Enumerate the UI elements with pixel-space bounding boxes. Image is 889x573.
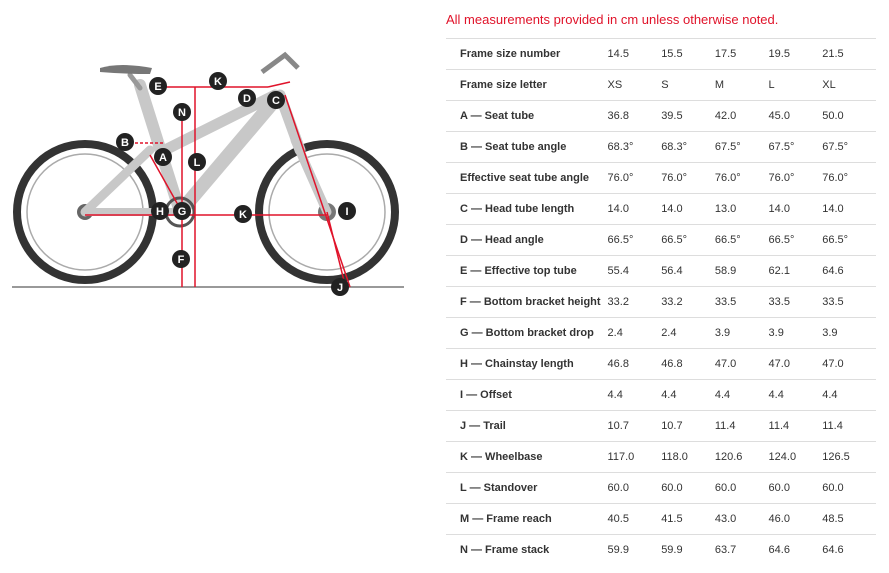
table-cell: 3.9 [822,318,876,349]
table-cell: 46.8 [608,349,662,380]
table-cell: 19.5 [769,39,823,70]
geometry-table [446,38,876,565]
table-cell: S [661,70,715,101]
table-cell: 11.4 [822,411,876,442]
table-cell: 47.0 [822,349,876,380]
table-cell: 2.4 [608,318,662,349]
table-cell: 3.9 [715,318,769,349]
table-cell: 33.5 [769,287,823,318]
table-cell: 17.5 [715,39,769,70]
table-cell: 45.0 [769,101,823,132]
saddle [100,65,152,74]
bike-geometry-diagram [0,40,420,300]
badge-f [172,250,190,268]
measurement-note: All measurements provided in cm unless otherwise noted. [446,12,779,27]
table-cell: XL [822,70,876,101]
table-row [446,473,876,504]
svg-text:L: L [193,157,201,169]
table-cell: 46.0 [769,504,823,535]
table-row [446,535,876,566]
table-cell: 67.5° [822,132,876,163]
table-row [446,318,876,349]
table-cell: 76.0° [661,163,715,194]
table-cell: 124.0 [769,442,823,473]
svg-text:G: G [177,206,187,218]
table-cell: 15.5 [661,39,715,70]
badge-e [149,77,167,95]
table-cell: 66.5° [608,225,662,256]
row-label: C — Head tube length [446,194,608,225]
table-cell: 47.0 [769,349,823,380]
table-cell: 11.4 [715,411,769,442]
svg-text:K: K [214,76,222,88]
table-cell: 64.6 [769,535,823,566]
table-cell: 56.4 [661,256,715,287]
row-label: G — Bottom bracket drop [446,318,608,349]
table-row [446,442,876,473]
table-cell: 2.4 [661,318,715,349]
row-label: Effective seat tube angle [446,163,608,194]
table-row [446,163,876,194]
geometry-spec [446,0,876,565]
table-cell: 64.6 [822,256,876,287]
table-cell: 55.4 [608,256,662,287]
table-cell: 4.4 [661,380,715,411]
table-cell: 33.2 [608,287,662,318]
table-cell: 67.5° [769,132,823,163]
table-cell: 60.0 [608,473,662,504]
badge-l [188,153,206,171]
table-cell: 48.5 [822,504,876,535]
row-label: I — Offset [446,380,608,411]
table-cell: 46.8 [661,349,715,380]
table-cell: 41.5 [661,504,715,535]
row-label: D — Head angle [446,225,608,256]
table-cell: 43.0 [715,504,769,535]
table-cell: 68.3° [608,132,662,163]
row-label: J — Trail [446,411,608,442]
table-cell: 62.1 [769,256,823,287]
table-cell: 60.0 [715,473,769,504]
table-cell: 60.0 [661,473,715,504]
table-cell: 36.8 [608,101,662,132]
row-label: F — Bottom bracket height [446,287,608,318]
table-cell: 10.7 [661,411,715,442]
handlebar [262,55,298,72]
svg-text:D: D [243,93,251,105]
table-cell: 120.6 [715,442,769,473]
badge-j [331,278,349,296]
row-label: B — Seat tube angle [446,132,608,163]
svg-text:I: I [345,206,349,218]
table-cell: 13.0 [715,194,769,225]
badge-n [173,103,191,121]
table-cell: 63.7 [715,535,769,566]
table-cell: 42.0 [715,101,769,132]
table-cell: 33.5 [822,287,876,318]
table-cell: 39.5 [661,101,715,132]
table-cell: 76.0° [608,163,662,194]
svg-text:N: N [178,107,186,119]
badge-i [338,202,356,220]
table-cell: 64.6 [822,535,876,566]
table-cell: 68.3° [661,132,715,163]
table-cell: 33.5 [715,287,769,318]
table-cell: 10.7 [608,411,662,442]
table-cell: 50.0 [822,101,876,132]
svg-text:C: C [272,95,280,107]
table-cell: XS [608,70,662,101]
row-label: N — Frame stack [446,535,608,566]
row-label: Frame size number [446,39,608,70]
table-cell: 58.9 [715,256,769,287]
table-cell: 59.9 [661,535,715,566]
table-cell: 4.4 [822,380,876,411]
table-cell: 14.0 [661,194,715,225]
table-row [446,132,876,163]
table-cell: 66.5° [769,225,823,256]
badge-k [234,205,252,223]
table-cell: 66.5° [822,225,876,256]
table-row [446,411,876,442]
table-cell: 76.0° [769,163,823,194]
svg-text:F: F [177,254,185,266]
badge-h [151,202,169,220]
table-row [446,225,876,256]
svg-text:J: J [336,282,344,294]
row-label: H — Chainstay length [446,349,608,380]
table-row [446,349,876,380]
svg-text:B: B [121,137,129,149]
table-cell: 67.5° [715,132,769,163]
table-row [446,504,876,535]
row-label: K — Wheelbase [446,442,608,473]
table-cell: 76.0° [822,163,876,194]
table-cell: 59.9 [608,535,662,566]
badge-b [116,133,134,151]
table-row [446,70,876,101]
table-cell: 66.5° [715,225,769,256]
table-cell: L [769,70,823,101]
table-cell: 3.9 [769,318,823,349]
row-label: E — Effective top tube [446,256,608,287]
table-row [446,256,876,287]
table-row [446,101,876,132]
table-cell: 14.0 [769,194,823,225]
row-label: A — Seat tube [446,101,608,132]
svg-text:H: H [156,206,164,218]
table-cell: 126.5 [822,442,876,473]
row-label: L — Standover [446,473,608,504]
table-cell: 4.4 [769,380,823,411]
table-row [446,39,876,70]
table-cell: M [715,70,769,101]
table-cell: 40.5 [608,504,662,535]
badge-m [209,72,227,90]
svg-text:K: K [239,209,247,221]
table-cell: 47.0 [715,349,769,380]
table-cell: 14.0 [608,194,662,225]
table-cell: 66.5° [661,225,715,256]
table-cell: 118.0 [661,442,715,473]
row-label: M — Frame reach [446,504,608,535]
badge-d [238,89,256,107]
row-label: Frame size letter [446,70,608,101]
table-cell: 60.0 [769,473,823,504]
table-cell: 117.0 [608,442,662,473]
table-cell: 76.0° [715,163,769,194]
table-cell: 60.0 [822,473,876,504]
table-row [446,380,876,411]
svg-text:A: A [159,152,167,164]
badge-g [173,202,191,220]
table-cell: 33.2 [661,287,715,318]
table-cell: 14.5 [608,39,662,70]
badge-c [267,91,285,109]
svg-text:E: E [154,81,162,93]
table-cell: 11.4 [769,411,823,442]
table-cell: 14.0 [822,194,876,225]
table-cell: 21.5 [822,39,876,70]
table-row [446,287,876,318]
badge-a [154,148,172,166]
table-row [446,194,876,225]
table-cell: 4.4 [608,380,662,411]
table-cell: 4.4 [715,380,769,411]
